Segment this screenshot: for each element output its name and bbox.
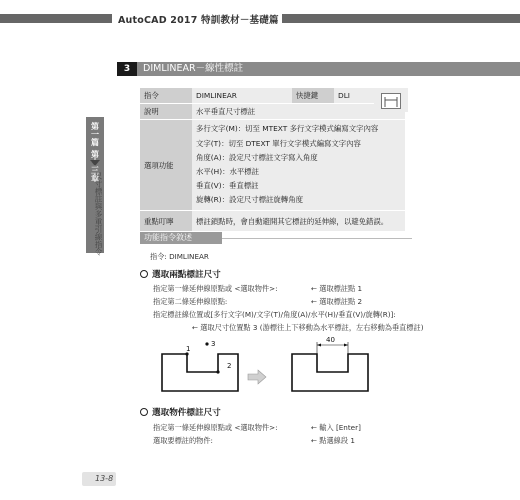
sub1-line-left: 指定第二條延伸線原點: <box>153 297 228 306</box>
dimlinear-icon <box>381 93 401 109</box>
cmd-value: DIMLINEAR <box>192 88 292 104</box>
sub1-line-left: 指定標註線位置或[多行文字(M)/文字(T)/角度(A)/水平(H)/垂直(V)/旋轉(R)]: <box>153 310 396 319</box>
chapter-subtitle: 尺寸標註與多重引線指令 <box>94 172 103 256</box>
point-1-label: 1 <box>186 345 191 353</box>
dim-arrow-left <box>317 344 321 347</box>
page-number: 13-8 <box>95 474 114 483</box>
shortcut-value: DLI <box>334 88 405 104</box>
note-label: 重點叮嚀 <box>140 211 192 232</box>
chapter-label: 第十三章 <box>90 150 100 182</box>
option-item: 旋轉(R)：設定尺寸標註旋轉角度 <box>196 195 303 205</box>
sub2-title: 選取物件標註尺寸 <box>152 408 221 418</box>
header-bar-left <box>0 14 112 23</box>
options-label: 選項功能 <box>140 120 192 211</box>
option-item: 文字(T)：切至 DTEXT 單行文字模式編寫文字內容 <box>196 138 361 148</box>
point-2-marker <box>216 370 219 373</box>
triangle-icon <box>90 160 100 166</box>
point-2-label: 2 <box>227 362 232 370</box>
desc-label: 說明 <box>140 104 192 120</box>
command-line: 指令: DIMLINEAR <box>150 252 209 261</box>
option-item: 垂直(V)：垂直標註 <box>196 181 259 191</box>
right-arrow-icon <box>248 370 266 384</box>
section-number: 3 <box>117 62 137 76</box>
option-item: 多行文字(M)：切至 MTEXT 多行文字模式編寫文字內容 <box>196 124 379 134</box>
sub1-line-left: 指定第一條延伸線原點或 <選取物件>: <box>153 284 278 293</box>
command-table <box>140 88 405 232</box>
desc-value: 水平垂直尺寸標註 <box>192 104 405 120</box>
sub2-line-right: ← 點選線段 1 <box>311 436 355 445</box>
shortcut-label: 快捷鍵 <box>292 88 334 104</box>
sub1-heading <box>140 268 221 280</box>
header-title: AutoCAD 2017 特訓教材－基礎篇 <box>118 15 279 26</box>
sub1-line-right: ← 選取標註點 1 <box>311 284 363 293</box>
dimension-figure <box>150 336 400 396</box>
dim-arrow-right <box>344 344 348 347</box>
sub2-line-right: ← 輸入 [Enter] <box>311 423 361 432</box>
section-title: DIMLINEAR－線性標註 <box>137 62 520 76</box>
point-3-marker <box>205 342 208 345</box>
part-label: 第一篇 <box>90 122 100 146</box>
ring-bullet-icon <box>140 270 148 278</box>
option-item: 水平(H)：水平標註 <box>196 167 260 176</box>
cmd-label: 指令 <box>140 88 192 104</box>
sub1-line-right: ← 選取標註點 2 <box>311 297 363 306</box>
dimension-value: 40 <box>326 336 335 344</box>
heading-rule <box>222 238 412 239</box>
left-profile <box>162 354 238 391</box>
function-heading: 功能指令敘述 <box>140 232 222 244</box>
header-bar-right <box>282 14 520 23</box>
note-value: 標註鎖點時，會自動避開其它標註的延伸線，以避免錯誤。 <box>192 211 405 232</box>
sub1-title: 選取兩點標註尺寸 <box>152 270 221 280</box>
sub2-line-left: 指定第一條延伸線原點或 <選取物件>: <box>153 423 278 432</box>
sub2-line-left: 選取要標註的物件: <box>153 436 213 445</box>
right-profile <box>292 354 368 391</box>
sub1-line-note: ← 選取尺寸位置點 3 (游標往上下移動為水平標註，左右移動為垂直標註) <box>192 323 424 332</box>
sub2-heading <box>140 406 221 418</box>
options-cell <box>192 120 405 211</box>
point-3-label: 3 <box>211 340 216 348</box>
ring-bullet-icon <box>140 408 148 416</box>
option-item: 角度(A)：設定尺寸標註文字寫入角度 <box>196 152 318 162</box>
